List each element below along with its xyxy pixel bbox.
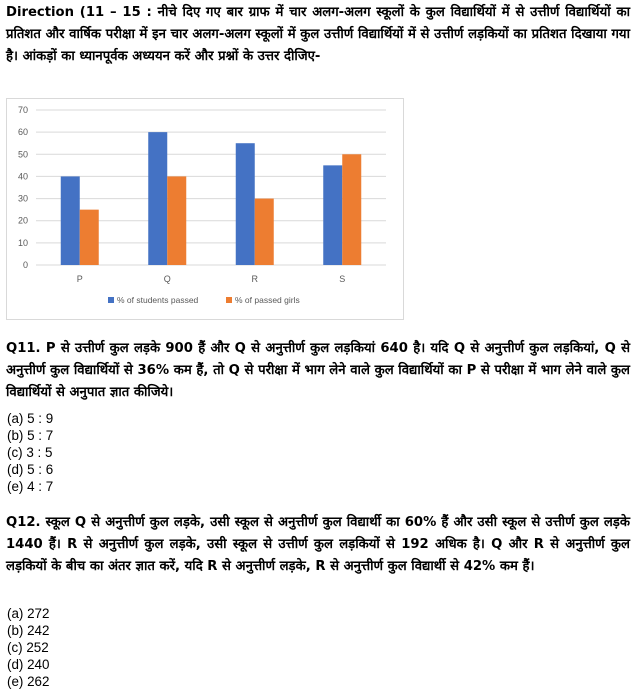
y-tick-label: 0 xyxy=(22,260,28,270)
y-tick-label: 70 xyxy=(17,105,28,115)
q11-option-b: (b) 5 : 7 xyxy=(7,428,54,443)
bar-R-series-2 xyxy=(255,199,274,265)
x-category-label: S xyxy=(339,274,346,284)
x-category-label: Q xyxy=(163,274,171,284)
bar-R-series-1 xyxy=(236,143,255,265)
question-11-text: Q11. P से उत्तीर्ण कुल लड़के 900 हैं और Q से अनुत्तीर्ण कुल लड़कियां 640 है। यदि Q से अनुत्तीर्ण कुल लड़कियां, Q से अनुत्तीर्ण कुल विद्यार्थियों से 36% कम हैं, तो Q से परीक्षा में भाग लेने वाले कुल विद्यार्थियों का P से परीक्षा में भाग लेने वाले कुल विद्यार्थियों से अनुपात ज्ञात कीजिये। xyxy=(6,341,630,400)
question-12-text: Q12. स्कूल Q से अनुत्तीर्ण कुल लड़के, उसी स्कूल से अनुत्तीर्ण कुल विद्यार्थी का 60% हैं और उसी स्कूल से उत्तीर्ण कुल लड़के 1440 हैं। R से अनुत्तीर्ण कुल लड़के, उसी स्कूल से उत्तीर्ण कुल लड़कियों से 192 अधिक है। Q और R से अनुत्तीर्ण कुल लड़कियों के बीच का अंतर ज्ञात करें, यदि R से अनुत्तीर्ण लड़के, R से अनुत्तीर्ण कुल विद्यार्थी से 42% कम हैं। xyxy=(6,515,630,574)
y-tick-label: 10 xyxy=(17,237,28,248)
legend-label: % of passed girls xyxy=(235,295,300,305)
legend-label: % of students passed xyxy=(117,295,199,305)
q11-option-e: (e) 4 : 7 xyxy=(7,479,54,494)
direction-paragraph: Direction (11 – 15 : नीचे दिए गए बार ग्राफ में चार अलग-अलग स्कूलों के कुल विद्यार्थियों में से उत्तीर्ण विद्यार्थियों का प्रतिशत और वार्षिक परीक्षा में इन चार अलग-अलग स्कूलों में कुल उत्तीर्ण विद्यार्थियों में से उत्तीर्ण लड़कियों का प्रतिशत दिखाया गया है। आंकड़ों का ध्यानपूर्वक अध्ययन करें और प्रश्नों के उत्तर दीजिए- xyxy=(6,5,630,64)
x-category-label: P xyxy=(76,274,83,284)
bar-chart-svg xyxy=(6,98,404,320)
bar-P-series-2 xyxy=(80,210,99,265)
bar-S-series-1 xyxy=(323,165,342,265)
y-tick-label: 60 xyxy=(17,127,28,138)
q11-option-d: (d) 5 : 6 xyxy=(7,462,54,477)
bar-Q-series-1 xyxy=(148,132,167,265)
q11-option-c: (c) 3 : 5 xyxy=(7,445,53,460)
q12-option-b: (b) 242 xyxy=(7,623,50,638)
bar-S-series-2 xyxy=(342,154,361,265)
legend-swatch xyxy=(108,297,114,303)
question-12-options xyxy=(7,605,49,690)
legend-swatch xyxy=(226,297,232,303)
y-tick-label: 40 xyxy=(17,171,28,182)
q12-option-e: (e) 262 xyxy=(7,674,50,689)
bar-P-series-1 xyxy=(61,176,80,265)
q12-option-d: (d) 240 xyxy=(7,657,50,672)
y-tick-label: 50 xyxy=(17,149,28,160)
question-11-options xyxy=(7,410,53,495)
y-tick-label: 30 xyxy=(17,193,28,204)
y-tick-label: 20 xyxy=(17,215,28,226)
q12-option-c: (c) 252 xyxy=(7,640,49,655)
bar-chart xyxy=(6,98,404,320)
x-category-label: R xyxy=(251,274,258,284)
q12-option-a: (a) 272 xyxy=(7,606,50,621)
bar-Q-series-2 xyxy=(167,176,186,265)
q11-option-a: (a) 5 : 9 xyxy=(7,411,54,426)
